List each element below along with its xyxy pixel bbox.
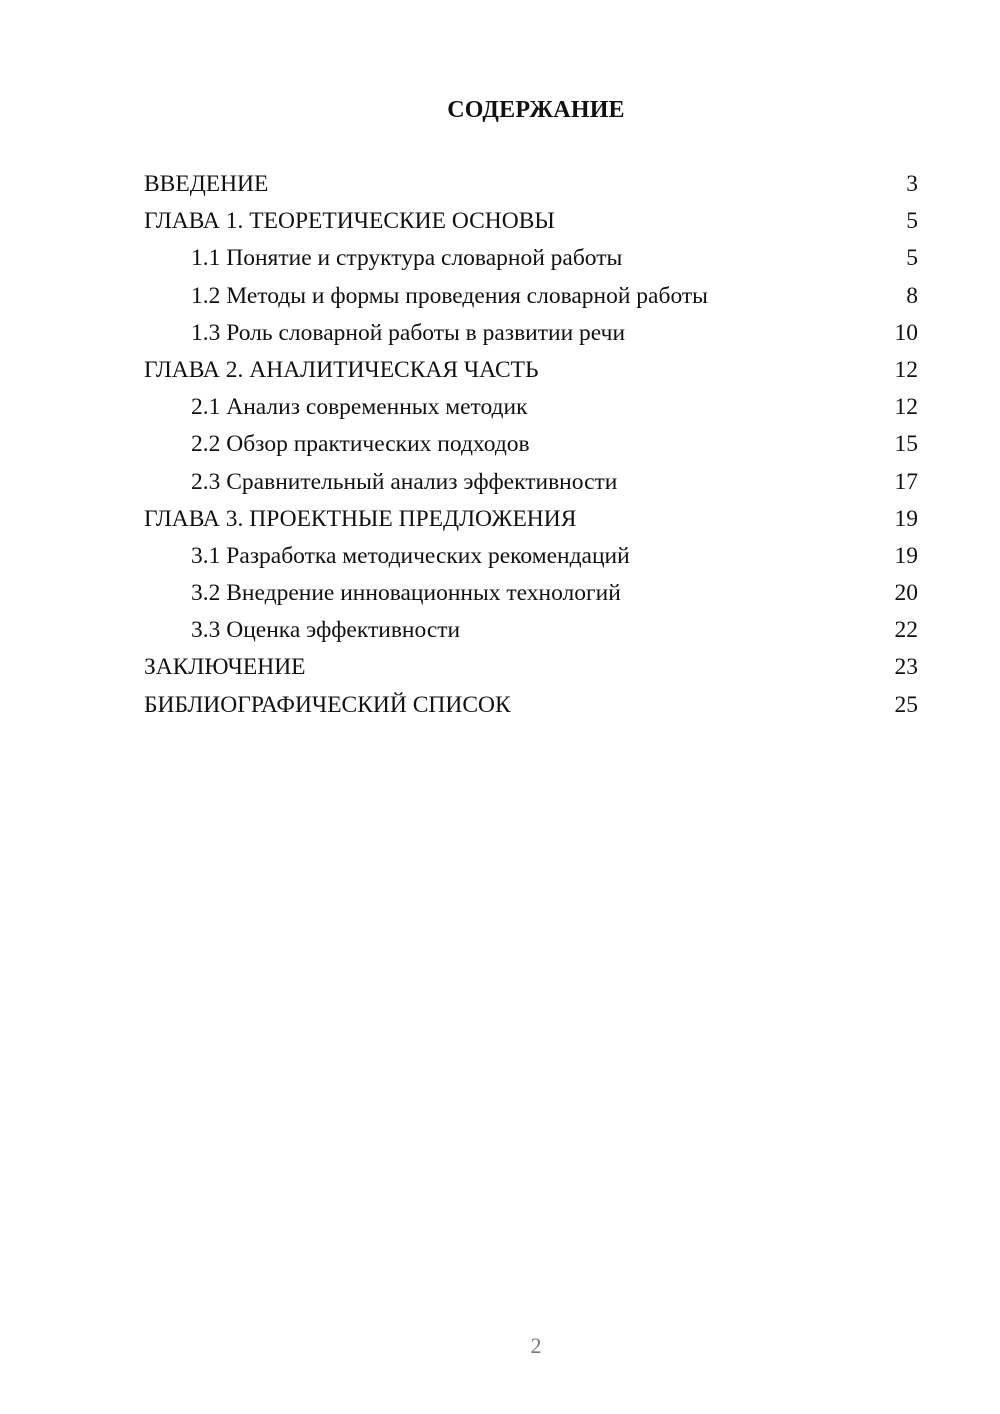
- toc-entry: [144, 649, 918, 686]
- toc-entry-label: ЗАКЛЮЧЕНИЕ: [144, 654, 306, 681]
- toc-entry-page: 23: [894, 654, 918, 681]
- toc-entry: [144, 501, 918, 538]
- toc-entry: [144, 612, 918, 649]
- toc-entry: [144, 464, 918, 501]
- toc-entry-page: 8: [906, 282, 918, 309]
- toc-entry-label: 3.3 Оценка эффективности: [191, 617, 461, 644]
- toc-entry-page: 22: [894, 617, 918, 644]
- toc-entry: [144, 352, 918, 389]
- page-number: 2: [530, 1333, 542, 1358]
- toc-entry: [144, 426, 918, 463]
- toc-entry-label: 2.2 Обзор практических подходов: [191, 431, 530, 458]
- toc-entry-label: 2.3 Сравнительный анализ эффективности: [191, 468, 618, 495]
- toc-entry-page: 5: [906, 245, 918, 272]
- toc-entry-label: БИБЛИОГРАФИЧЕСКИЙ СПИСОК: [144, 691, 511, 718]
- toc-entry-page: 19: [894, 505, 918, 532]
- toc-list: [144, 166, 918, 724]
- toc-entry-label: ВВЕДЕНИЕ: [144, 171, 269, 197]
- toc-entry-label: ГЛАВА 3. ПРОЕКТНЫЕ ПРЕДЛОЖЕНИЯ: [144, 505, 577, 532]
- toc-entry-label: 3.2 Внедрение инновационных технологий: [191, 580, 621, 607]
- toc-entry-page: 19: [894, 542, 918, 569]
- toc-entry-label: 3.1 Разработка методических рекомендаций: [191, 542, 630, 569]
- toc-entry-page: 3: [906, 171, 918, 197]
- toc-entry-page: 25: [894, 691, 918, 718]
- toc-entry-page: 20: [894, 580, 918, 607]
- toc-entry: [144, 278, 918, 315]
- toc-entry-page: 15: [894, 431, 918, 458]
- toc-entry: [144, 687, 918, 724]
- toc-entry-page: 5: [906, 208, 918, 235]
- toc-entry: [144, 315, 918, 352]
- toc-entry: [144, 538, 918, 575]
- toc-entry-label: ГЛАВА 2. АНАЛИТИЧЕСКАЯ ЧАСТЬ: [144, 356, 539, 383]
- toc-entry-page: 12: [894, 394, 918, 421]
- toc-entry: [144, 240, 918, 277]
- toc-title: СОДЕРЖАНИЕ: [447, 97, 625, 123]
- toc-entry-label: 1.2 Методы и формы проведения словарной работы: [191, 282, 708, 309]
- toc-entry-label: 1.3 Роль словарной работы в развитии речи: [191, 319, 626, 346]
- toc-entry-page: 17: [894, 468, 918, 495]
- toc-entry-label: 1.1 Понятие и структура словарной работы: [191, 245, 623, 272]
- toc-entry-page: 10: [894, 319, 918, 346]
- toc-entry: [144, 203, 918, 240]
- toc-entry-label: 2.1 Анализ современных методик: [191, 394, 528, 421]
- toc-entry: [144, 389, 918, 426]
- toc-entry-label: ГЛАВА 1. ТЕОРЕТИЧЕСКИЕ ОСНОВЫ: [144, 208, 555, 235]
- toc-entry: [144, 575, 918, 612]
- toc-entry: [144, 166, 918, 203]
- toc-entry-page: 12: [894, 356, 918, 383]
